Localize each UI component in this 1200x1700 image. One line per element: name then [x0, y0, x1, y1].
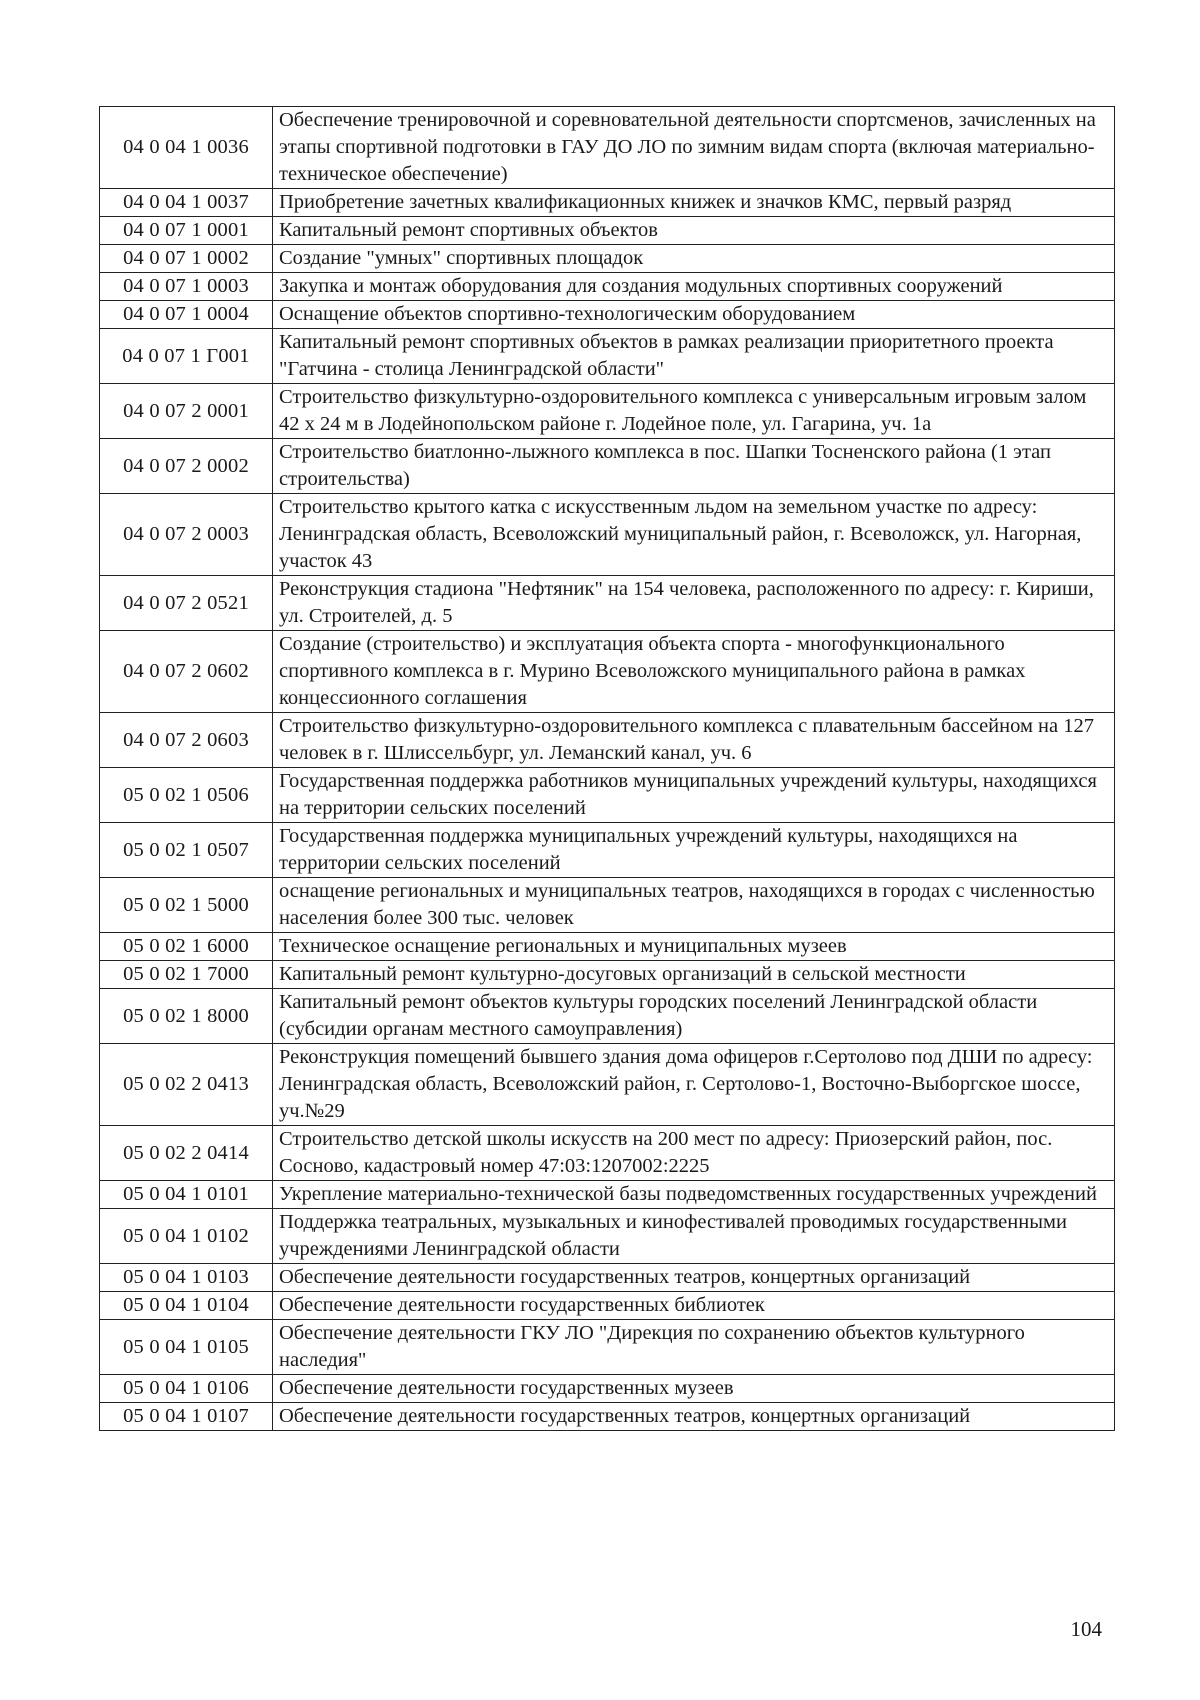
budget-code-cell: 04 0 07 2 0001 [100, 384, 273, 439]
description-cell: Капитальный ремонт объектов культуры городских поселений Ленинградской области (субсидии органам местного самоуправления) [273, 989, 1115, 1044]
table-row [100, 576, 1115, 631]
description-cell: Капитальный ремонт спортивных объектов [273, 217, 1115, 245]
budget-code-cell: 05 0 04 1 0107 [100, 1403, 273, 1431]
budget-code-cell: 05 0 04 1 0104 [100, 1292, 273, 1320]
table-row [100, 494, 1115, 576]
table-body [100, 107, 1115, 1431]
budget-code-cell: 05 0 04 1 0106 [100, 1375, 273, 1403]
budget-code-cell: 05 0 02 1 5000 [100, 878, 273, 933]
table-row [100, 273, 1115, 301]
budget-code-cell: 05 0 02 2 0414 [100, 1126, 273, 1181]
budget-code-cell: 04 0 04 1 0037 [100, 189, 273, 217]
description-cell: Строительство крытого катка с искусственным льдом на земельном участке по адресу: Ленинградская область, Всеволожский муниципальный район, г. Всеволожск, ул. Нагорная, участок 43 [273, 494, 1115, 576]
table-row [100, 1264, 1115, 1292]
table-row [100, 631, 1115, 713]
table-row [100, 1375, 1115, 1403]
description-cell: Создание "умных" спортивных площадок [273, 245, 1115, 273]
budget-code-cell: 04 0 07 2 0603 [100, 713, 273, 768]
description-cell: Капитальный ремонт культурно-досуговых организаций в сельской местности [273, 961, 1115, 989]
table-row [100, 439, 1115, 494]
table-row [100, 713, 1115, 768]
table-row [100, 989, 1115, 1044]
description-cell: Обеспечение деятельности государственных театров, концертных организаций [273, 1403, 1115, 1431]
budget-code-cell: 04 0 04 1 0036 [100, 107, 273, 189]
table-row [100, 1044, 1115, 1126]
table-row [100, 107, 1115, 189]
description-cell: Обеспечение деятельности ГКУ ЛО "Дирекция по сохранению объектов культурного наследия" [273, 1320, 1115, 1375]
table-row [100, 1403, 1115, 1431]
description-cell: Создание (строительство) и эксплуатация объекта спорта - многофункционального спортивного комплекса в г. Мурино Всеволожского муниципального района в рамках концессионного соглашения [273, 631, 1115, 713]
table-row [100, 329, 1115, 384]
description-cell: оснащение региональных и муниципальных театров, находящихся в городах с численностью населения более 300 тыс. человек [273, 878, 1115, 933]
budget-code-cell: 05 0 02 1 8000 [100, 989, 273, 1044]
table-row [100, 1126, 1115, 1181]
budget-code-cell: 05 0 02 1 0507 [100, 823, 273, 878]
table-row [100, 301, 1115, 329]
table-row [100, 1209, 1115, 1264]
description-cell: Закупка и монтаж оборудования для создания модульных спортивных сооружений [273, 273, 1115, 301]
table-row [100, 189, 1115, 217]
budget-code-cell: 04 0 07 1 0002 [100, 245, 273, 273]
table-row [100, 933, 1115, 961]
budget-code-cell: 04 0 07 1 0003 [100, 273, 273, 301]
description-cell: Техническое оснащение региональных и муниципальных музеев [273, 933, 1115, 961]
description-cell: Обеспечение тренировочной и соревновательной деятельности спортсменов, зачисленных на этапы спортивной подготовки в ГАУ ДО ЛО по зимним видам спорта (включая материально-техническое обеспечение) [273, 107, 1115, 189]
description-cell: Приобретение зачетных квалификационных книжек и значков КМС, первый разряд [273, 189, 1115, 217]
budget-code-cell: 04 0 07 1 0004 [100, 301, 273, 329]
budget-code-cell: 04 0 07 2 0002 [100, 439, 273, 494]
description-cell: Реконструкция помещений бывшего здания дома офицеров г.Сертолово под ДШИ по адресу: Ленинградская область, Всеволожский район, г. Сертолово-1, Восточно-Выборгское шоссе, уч.№29 [273, 1044, 1115, 1126]
page-number: 104 [1070, 1617, 1102, 1641]
description-cell: Обеспечение деятельности государственных театров, концертных организаций [273, 1264, 1115, 1292]
description-cell: Строительство физкультурно-оздоровительного комплекса с плавательным бассейном на 127 человек в г. Шлиссельбург, ул. Леманский канал, уч. 6 [273, 713, 1115, 768]
budget-code-cell: 04 0 07 1 0001 [100, 217, 273, 245]
table-row [100, 768, 1115, 823]
description-cell: Обеспечение деятельности государственных библиотек [273, 1292, 1115, 1320]
description-cell: Государственная поддержка муниципальных учреждений культуры, находящихся на территории сельских поселений [273, 823, 1115, 878]
description-cell: Реконструкция стадиона "Нефтяник" на 154 человека, расположенного по адресу: г. Кириши, ул. Строителей, д. 5 [273, 576, 1115, 631]
description-cell: Строительство детской школы искусств на 200 мест по адресу: Приозерский район, пос. Сосново, кадастровый номер 47:03:1207002:2225 [273, 1126, 1115, 1181]
budget-code-cell: 05 0 04 1 0103 [100, 1264, 273, 1292]
budget-code-cell: 05 0 02 1 6000 [100, 933, 273, 961]
budget-code-cell: 04 0 07 2 0521 [100, 576, 273, 631]
budget-code-cell: 05 0 04 1 0105 [100, 1320, 273, 1375]
table-row [100, 245, 1115, 273]
description-cell: Поддержка театральных, музыкальных и кинофестивалей проводимых государственными учреждениями Ленинградской области [273, 1209, 1115, 1264]
budget-code-cell: 04 0 07 1 Г001 [100, 329, 273, 384]
table-row [100, 878, 1115, 933]
budget-code-table [99, 106, 1115, 1431]
description-cell: Строительство физкультурно-оздоровительного комплекса с универсальным игровым залом 42 х 24 м в Лодейнопольском районе г. Лодейное поле, ул. Гагарина, уч. 1а [273, 384, 1115, 439]
budget-code-cell: 05 0 02 2 0413 [100, 1044, 273, 1126]
budget-code-cell: 04 0 07 2 0003 [100, 494, 273, 576]
table-row [100, 1320, 1115, 1375]
description-cell: Капитальный ремонт спортивных объектов в рамках реализации приоритетного проекта "Гатчина - столица Ленинградской области" [273, 329, 1115, 384]
table-row [100, 961, 1115, 989]
budget-code-cell: 05 0 02 1 7000 [100, 961, 273, 989]
description-cell: Государственная поддержка работников муниципальных учреждений культуры, находящихся на территории сельских поселений [273, 768, 1115, 823]
table-row [100, 1181, 1115, 1209]
description-cell: Укрепление материально-технической базы подведомственных государственных учреждений [273, 1181, 1115, 1209]
table-row [100, 384, 1115, 439]
description-cell: Строительство биатлонно-лыжного комплекса в пос. Шапки Тосненского района (1 этап строительства) [273, 439, 1115, 494]
budget-code-cell: 05 0 04 1 0101 [100, 1181, 273, 1209]
description-cell: Обеспечение деятельности государственных музеев [273, 1375, 1115, 1403]
table-row [100, 823, 1115, 878]
budget-code-cell: 05 0 02 1 0506 [100, 768, 273, 823]
budget-code-cell: 04 0 07 2 0602 [100, 631, 273, 713]
table-row [100, 1292, 1115, 1320]
table-row [100, 217, 1115, 245]
description-cell: Оснащение объектов спортивно-технологическим оборудованием [273, 301, 1115, 329]
budget-code-cell: 05 0 04 1 0102 [100, 1209, 273, 1264]
